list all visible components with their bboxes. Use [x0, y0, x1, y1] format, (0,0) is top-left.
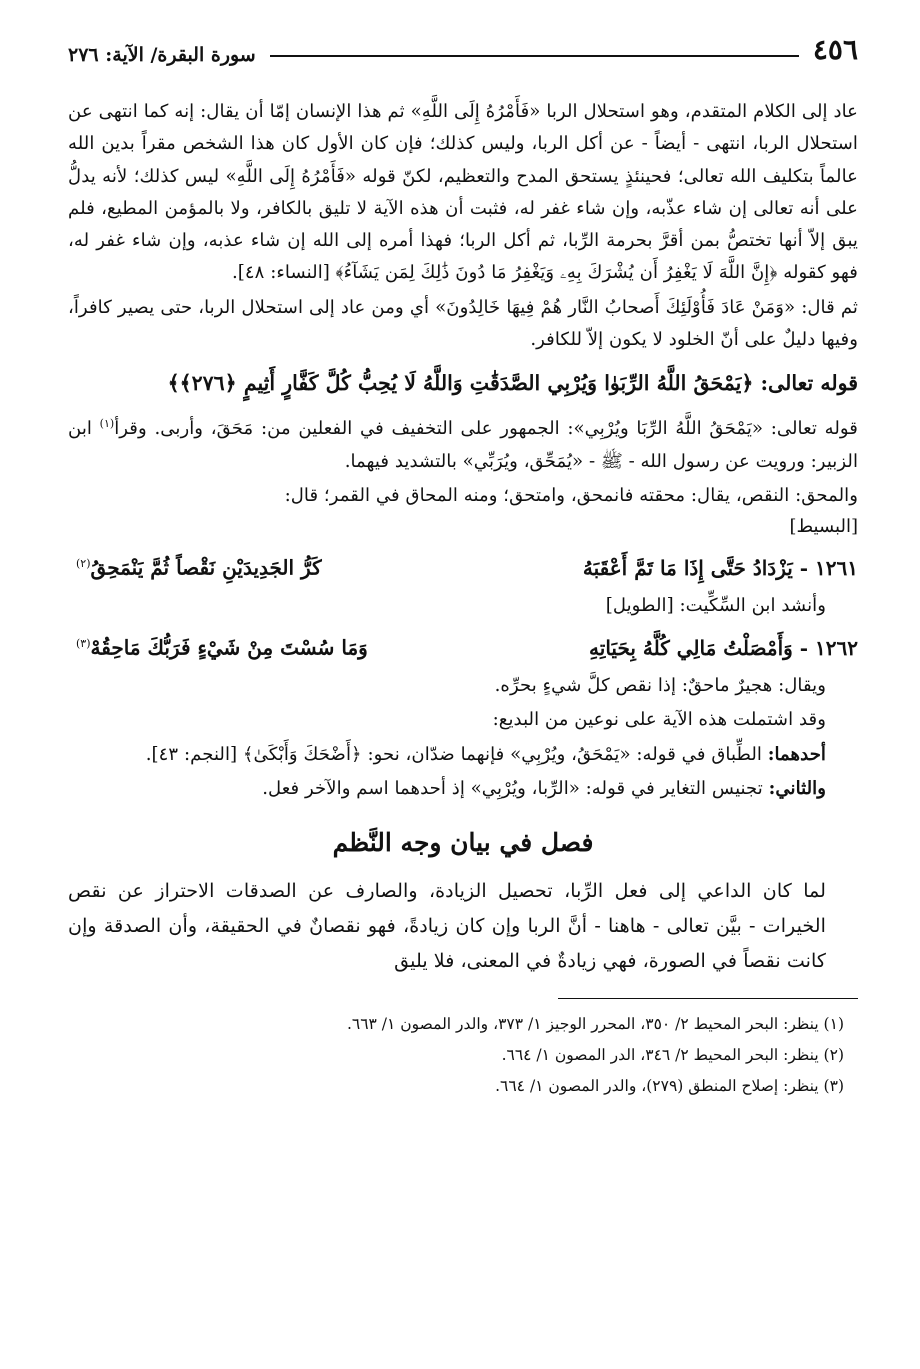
figure-text: الطِّباق في قوله: «يَمْحَقُ، ويُرْبِي» فإنهما ضدّان، نحو: ﴿أَضْحَكَ وَأَبْكَىٰ﴾ [النجم: ٤٣].	[145, 743, 762, 765]
footnote: (٣) ينظر: إصلاح المنطق (٢٧٩)، والدر المصون ١/ ٦٦٤.	[495, 1077, 844, 1096]
section-paragraph: لما كان الداعي إلى فعل الرِّبا، تحصيل الزيادة، والصارف عن الصدقات الاحتراز عن نقص الخيرات - بيَّن تعالى - هاهنا - أنَّ الربا وإن كان زيادةً، فهو نقصانٌ في الحقيقة، وأن الصدقة وإن كانت نقصاً في الصورة، فهي زيادةٌ في المعنى، فلا يليق	[68, 879, 826, 973]
footnote: (٢) ينظر: البحر المحيط ٢/ ٣٤٦، الدر المصون ١/ ٦٦٤.	[501, 1046, 844, 1065]
verse-text: ﴿يَمْحَقُ اللَّهُ الرِّبَوٰا وَيُرْبِي الصَّدَقَٰتِ وَاللَّهُ لَا يُحِبُّ كُلَّ كَفَّارٍ أَثِيمٍ ﴿٢٧٦﴾﴾	[167, 371, 754, 396]
commentary-paragraph: والمحق: النقص، يقال: محقته فانمحق، وامتحق؛ ومنه المحاق في القمر؛ قال:	[284, 485, 858, 507]
paragraph: ويقال: هجيرٌ ماحقٌ: إذا نقص كلَّ شيءٍ بحرِّه.	[494, 674, 826, 696]
page-header	[68, 22, 858, 66]
running-title: سورة البقرة/ الآية: ٢٧٦	[68, 44, 256, 66]
poetic-meter: [البسيط]	[789, 516, 858, 538]
paragraph: عاد إلى الكلام المتقدم، وهو استحلال الربا «فَأَمْرُهُ إِلَى اللَّهِ» ثم هذا الإنسان إمّا أن يقال: إنه كما انتهى عن استحلال الربا، انتهى - أيضاً - عن أكل الربا، وليس كذلك؛ فإن كان الأول كان هذا الشخص مقراً بدين الله عالماً بتكليف الله تعالى؛ فحينئذٍ يستحق المدح والتعظيم، لكنّ قوله «فَأَمْرُهُ إِلَى اللَّهِ» ليس كذلك؛ لأنه يدلُّ على أنه تعالى إن شاء عذّبه، وإن شاء غفر له، فثبت أن هذه الآية لا تليق بالكافر، ولا بالمؤمن المطيع، فلم يبق إلاّ أنها تختصُّ بمن أقرَّ بحرمة الرِّبا، ثم أكل الربا؛ فهذا أمره إلى الله إن شاء عذبه، وإن شاء غفر له، فهو كقوله ﴿إِنَّ اللَّهَ لَا يَغْفِرُ أَن يُشْرَكَ بِهِۦ وَيَغْفِرُ مَا دُونَ ذَٰلِكَ لِمَن يَشَآءُ﴾ [النساء: ٤٨].	[68, 101, 858, 284]
page-body	[68, 96, 858, 1102]
hemistich-first: يَزْدَادُ حَتَّى إِذَا مَا تَمَّ أَعْقَبَهُ	[582, 555, 793, 580]
verse-number: ١٢٦١ -	[799, 555, 858, 580]
poetic-meter: [الطويل]	[605, 594, 674, 616]
header-rule	[270, 55, 799, 57]
footnote-rule	[558, 998, 858, 999]
hemistich-second: وَمَا سُسْتَ مِنْ شَيْءٍ فَرَبُّكَ مَاحِقُهْ	[90, 635, 368, 660]
paragraph: ثم قال: «وَمَنْ عَادَ فَأُوْلَئِكَ أَصحابُ النَّار هُمْ فِيهَا خَالِدُونَ» أي ومن عاد إلى استحلال الربا، حتى يصير كافراً، وفيها دليلٌ على أنّ الخلود لا يكون إلاّ للكافر.	[68, 296, 858, 351]
footnote-ref: (٣)	[76, 637, 91, 651]
page-number: ٤٥٦	[812, 33, 858, 66]
footnote-ref: (١)	[99, 417, 115, 431]
hemistich-second: كَرُّ الجَدِيدَيْنِ نَقْصاً ثُمَّ يَنْمَحِقُ	[90, 555, 322, 580]
commentary-text: ابن الزبير: ورويت عن رسول الله - ﷺ - «يُمَحِّق، ويُرَبِّي» بالتشديد فيهما.	[68, 418, 858, 472]
poem-verse	[68, 542, 858, 590]
figure-label: والثاني:	[768, 777, 826, 799]
paragraph: وقد اشتملت هذه الآية على نوعين من البديع:	[492, 709, 826, 731]
rhetoric-figure	[68, 773, 858, 805]
hemistich-first: وَأَمْصَلْتُ مَالِي كُلَّهُ بِحَيَاتِهِ	[589, 635, 793, 660]
commentary-paragraph	[68, 408, 858, 478]
intro-text: وأنشد ابن السِّكِّيت:	[679, 594, 826, 616]
poem-intro	[68, 590, 858, 622]
quran-verse	[68, 362, 858, 404]
rhetoric-figure	[68, 739, 858, 771]
verse-lead: قوله تعالى:	[760, 371, 858, 396]
poem-verse	[68, 622, 858, 670]
commentary-text: قوله تعالى: «يَمْحَقُ اللَّهُ الرِّبَا ويُرْبِي»: الجمهور على التخفيف في الفعلين من: مَحَقَ، وأربى. وقرأ	[114, 418, 858, 440]
figure-label: أحدهما:	[767, 743, 826, 765]
figure-text: تجنيس التغاير في قوله: «الرِّبا، ويُرْبِي» إذ أحدهما اسم والآخر فعل.	[262, 777, 763, 799]
footnote: (١) ينظر: البحر المحيط ٢/ ٣٥٠، المحرر الوجيز ١/ ٣٧٣، والدر المصون ١/ ٦٦٣.	[346, 1015, 844, 1034]
verse-number: ١٢٦٢ -	[799, 635, 858, 660]
section-title: فصل في بيان وجه النَّظم	[332, 828, 594, 858]
footnote-ref: (٢)	[76, 557, 91, 571]
